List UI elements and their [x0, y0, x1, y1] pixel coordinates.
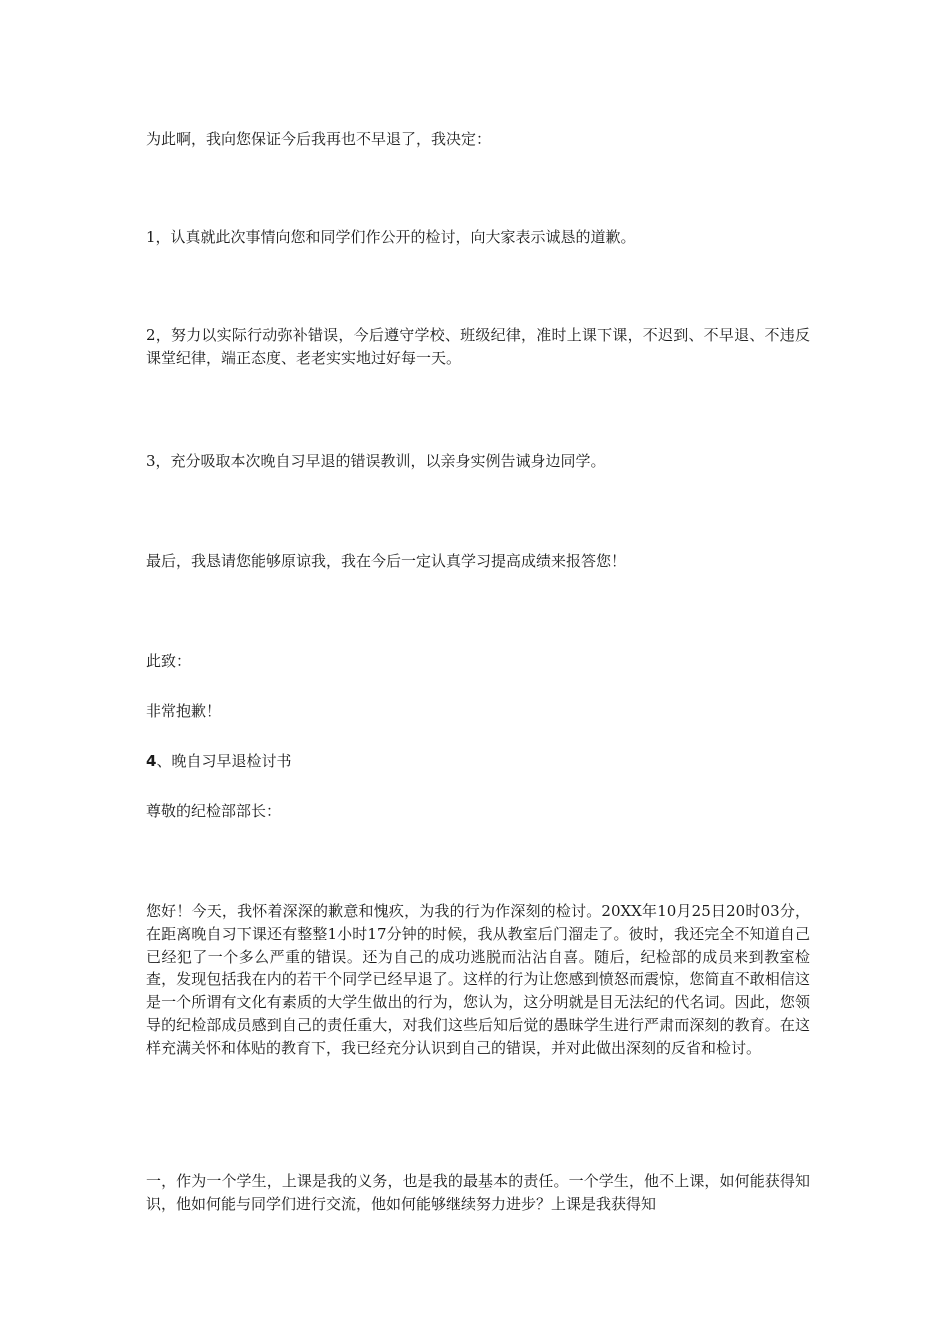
paragraph-regards: 此致： — [146, 652, 192, 670]
body-paragraph-1: 您好！今天，我怀着深深的歉意和愧疚，为我的行为作深刻的检讨。20XX年10月25日20时03分，在距离晚自习下课还有整整1小时17分钟的时候，我从教室后门溜走了。彼时，我还完全不知道自己已经犯了一个多么严重的错误。还为自己的成功逃脱而沾沾自喜。随后，纪检部的成员来到教室检查，发现包括我在内的若干个同学已经早退了。这样的行为让您感到愤怒而震惊，您简直不敢相信这是一个所谓有文化有素质的大学生做出的行为，您认为，这分明就是目无法纪的代名词。因此，您领导的纪检部成员感到自己的责任重大，对我们这些后知后觉的愚昧学生进行严肃而深刻的教育。在这样充满关怀和体贴的教育下，我已经充分认识到自己的错误，并对此做出深刻的反省和检讨。 — [146, 902, 810, 1057]
body-paragraph-2: 一，作为一个学生，上课是我的义务，也是我的最基本的责任。一个学生，他不上课，如何能获得知识，他如何能与同学们进行交流，他如何能够继续努力进步？上课是我获得知 — [146, 1172, 810, 1213]
paragraph-item-3: 3，充分吸取本次晚自习早退的错误教训，以亲身实例告诫身边同学。 — [146, 452, 606, 470]
section-heading-title: 、晚自习早退检讨书 — [156, 752, 292, 770]
paragraph-item-1: 1，认真就此次事情向您和同学们作公开的检讨，向大家表示诚恳的道歉。 — [146, 228, 636, 246]
paragraph-item-2: 2，努力以实际行动弥补错误，今后遵守学校、班级纪律，准时上课下课，不迟到、不早退、不违反课堂纪律，端正态度、老老实实地过好每一天。 — [146, 326, 810, 367]
paragraph-closing: 最后，我恳请您能够原谅我，我在今后一定认真学习提高成绩来报答您！ — [146, 552, 627, 570]
paragraph-promise: 为此啊，我向您保证今后我再也不早退了，我决定： — [146, 130, 492, 148]
salutation: 尊敬的纪检部部长： — [146, 802, 282, 820]
paragraph-apology: 非常抱歉！ — [146, 702, 222, 720]
section-heading — [146, 750, 810, 773]
section-heading-number: 4 — [146, 752, 157, 770]
